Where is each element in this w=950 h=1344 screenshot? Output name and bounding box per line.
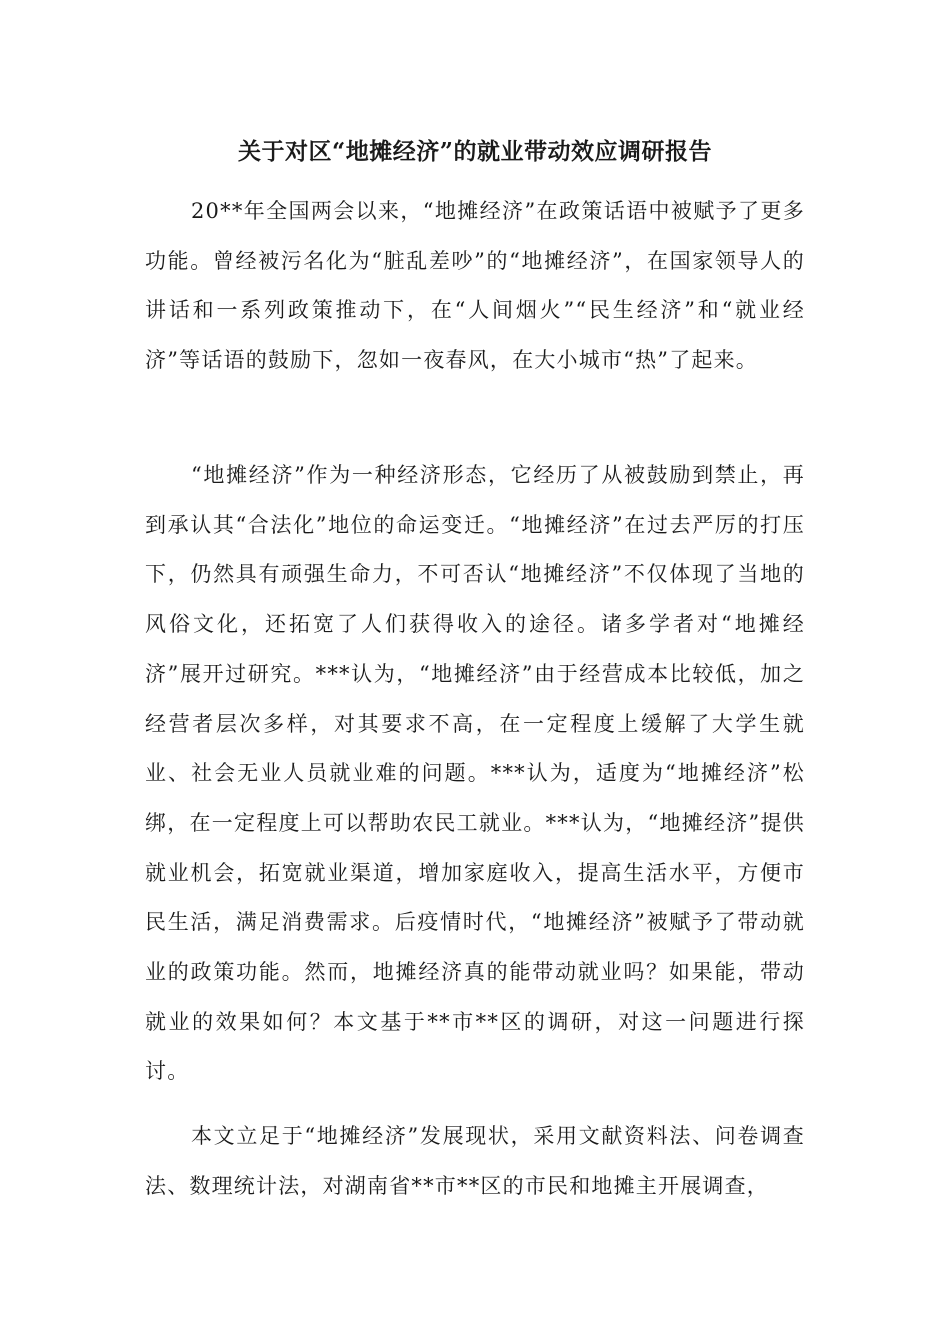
paragraph-background: “地摊经济”作为一种经济形态，它经历了从被鼓励到禁止，再到承认其“合法化”地位的命运变迁。“地摊经济”在过去严厉的打压下，仍然具有顽强生命力，不可否认“地摊经济”不仅体现了当地的风俗文化，还拓宽了人们获得收入的途径。诸多学者对“地摊经济”展开过研究。***认为，“地摊经济”由于经营成本比较低，加之经营者层次多样，对其要求不高，在一定程度上缓解了大学生就业、社会无业人员就业难的问题。***认为，适度为“地摊经济”松绑，在一定程度上可以帮助农民工就业。***认为，“地摊经济”提供就业机会，拓宽就业渠道，增加家庭收入，提高生活水平，方便市民生活，满足消费需求。后疫情时代，“地摊经济”被赋予了带动就业的政策功能。然而，地摊经济真的能带动就业吗？如果能，带动就业的效果如何？本文基于**市**区的调研，对这一问题进行探讨。	[145, 463, 805, 1084]
paragraph-intro: 20**年全国两会以来，“地摊经济”在政策话语中被赋予了更多功能。曾经被污名化为“脏乱差吵”的“地摊经济”，在国家领导人的讲话和一系列政策推动下，在“人间烟火”“民生经济”和“就业经济”等话语的鼓励下，忽如一夜春风，在大小城市“热”了起来。	[145, 199, 805, 373]
document-title: 关于对区“地摊经济”的就业带动效应调研报告	[238, 138, 712, 165]
paragraph-methods: 本文立足于“地摊经济”发展现状，采用文献资料法、问卷调查法、数理统计法，对湖南省**市**区的市民和地摊主开展调查，	[145, 1124, 805, 1198]
